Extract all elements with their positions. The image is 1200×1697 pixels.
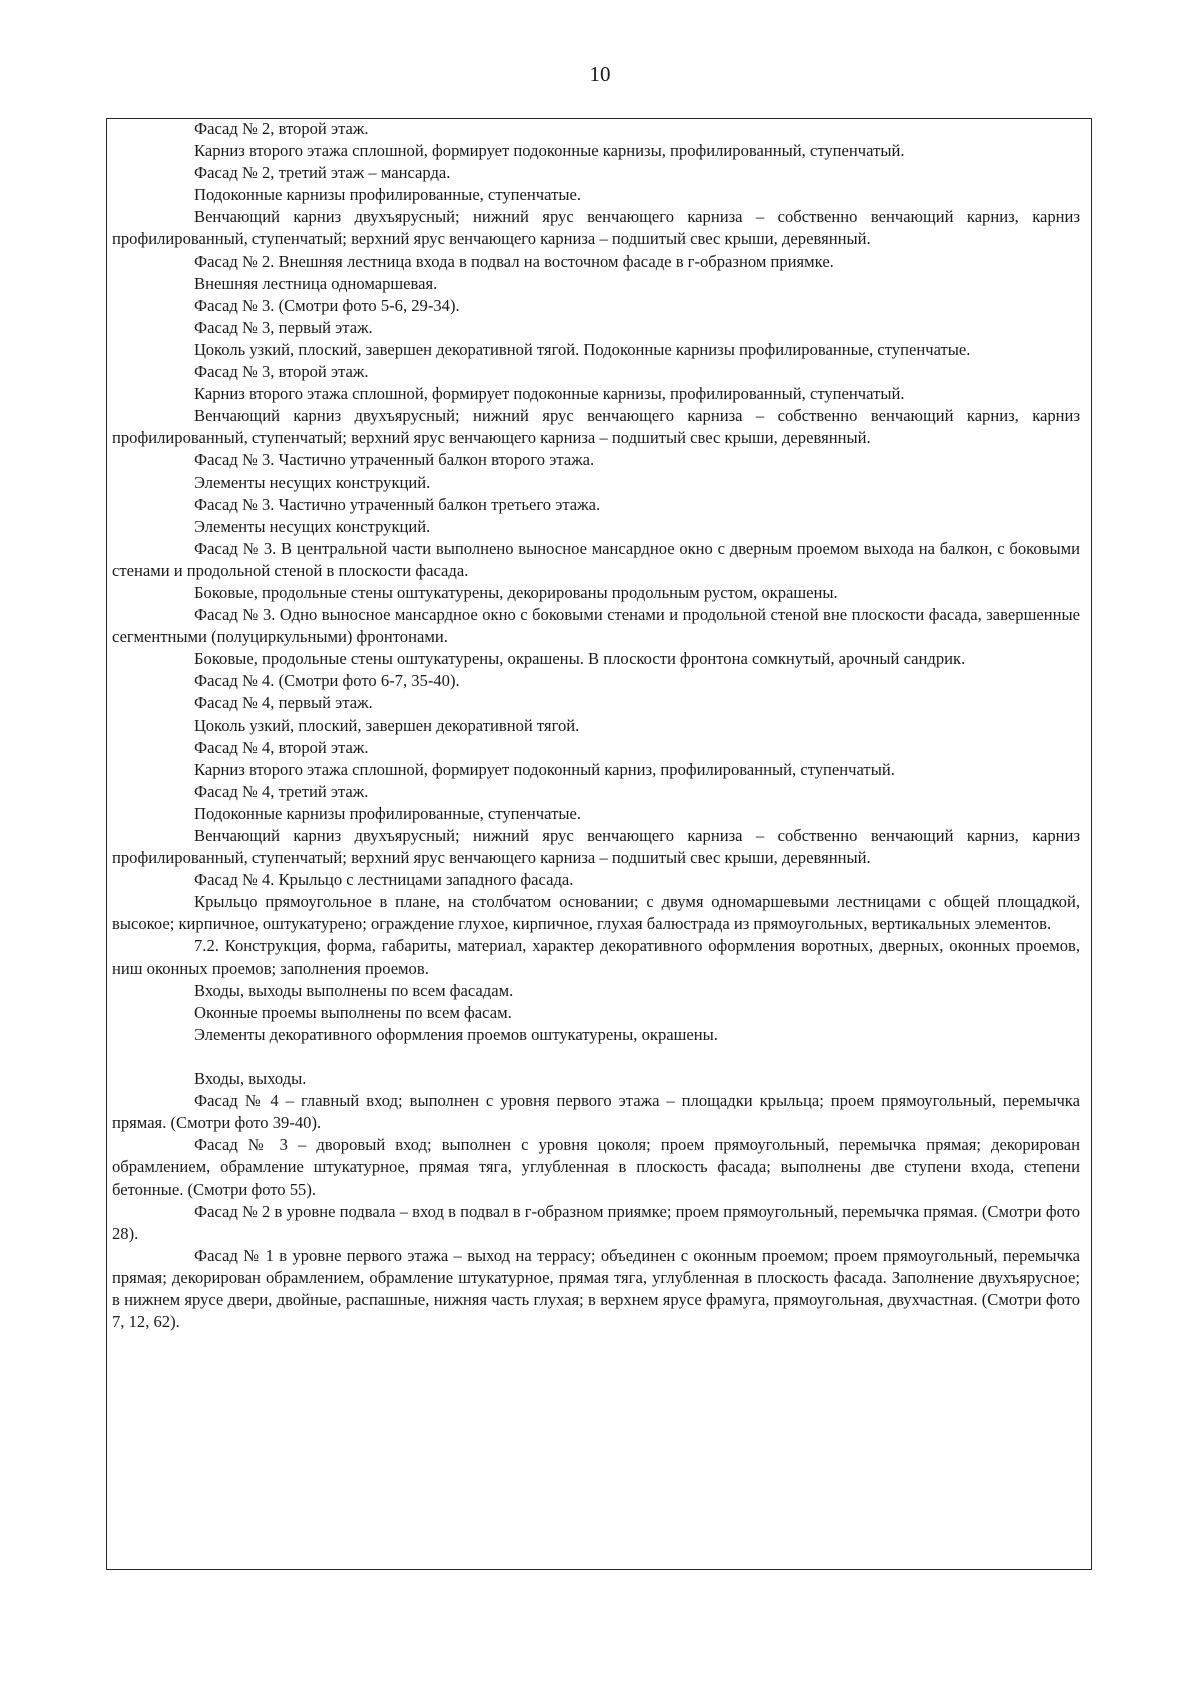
- paragraph: Боковые, продольные стены оштукатурены, декорированы продольным рустом, окрашены.: [194, 582, 838, 602]
- paragraph: Фасад № 4 – главный вход; выполнен с уровня первого этажа – площадки крыльца; проем прямоугольный, перемычка прямая. (Смотри фото 39-40).: [112, 1091, 1080, 1133]
- paragraph: Фасад № 4, первый этаж.: [194, 693, 373, 713]
- paragraph: Боковые, продольные стены оштукатурены, окрашены. В плоскости фронтона сомкнутый, арочный сандрик.: [194, 649, 966, 669]
- paragraph: Цоколь узкий, плоский, завершен декоративной тягой. Подоконные карнизы профилированные, ступенчатые.: [194, 339, 971, 359]
- paragraph: Фасад № 2. Внешняя лестница входа в подвал на восточном фасаде в г-образном приямке.: [194, 251, 834, 271]
- paragraph: Элементы несущих конструкций.: [194, 516, 431, 536]
- paragraph: Фасад № 4. Крыльцо с лестницами западного фасада.: [194, 870, 574, 890]
- paragraph: Фасад № 1 в уровне первого этажа – выход на террасу; объединен с оконным проемом; проем прямоугольный, перемычка прямая; декорирован обрамлением, обрамление штукатурное, прямая тяга, углубленная в плоскость фасада. Заполнение двухъярусное; в нижнем ярусе двери, двойные, распашные, нижняя часть глухая; в верхнем ярусе фрамуга, прямоугольная, двухчастная. (Смотри фото 7, 12, 62).: [112, 1245, 1080, 1332]
- paragraph: Фасад № 3. Частично утраченный балкон третьего этажа.: [194, 494, 601, 514]
- paragraph: Фасад № 3 – дворовый вход; выполнен с уровня цоколя; проем прямоугольный, перемычка прямая; декорирован обрамлением, обрамление штукатурное, прямая тяга, углубленная в плоскость фасада; выполнены две ступени входа, степени бетонные. (Смотри фото 55).: [112, 1135, 1080, 1199]
- page-number: 10: [589, 62, 611, 86]
- paragraph: Фасад № 4, второй этаж.: [194, 737, 369, 757]
- paragraph: Венчающий карниз двухъярусный; нижний ярус венчающего карниза – собственно венчающий карниз, карниз профилированный, ступенчатый; верхний ярус венчающего карниза – подшитый свес крыши, деревянный.: [112, 207, 1080, 249]
- paragraph: Элементы декоративного оформления проемов оштукатурены, окрашены.: [194, 1024, 718, 1044]
- paragraph: Венчающий карниз двухъярусный; нижний ярус венчающего карниза – собственно венчающий карниз, карниз профилированный, ступенчатый; верхний ярус венчающего карниза – подшитый свес крыши, деревянный.: [112, 406, 1080, 448]
- paragraph: Карниз второго этажа сплошной, формирует подоконные карнизы, профилированный, ступенчатый.: [194, 384, 905, 404]
- paragraph: Фасад № 3, второй этаж.: [194, 362, 369, 382]
- paragraph: Фасад № 3. Частично утраченный балкон второго этажа.: [194, 450, 595, 470]
- paragraph: Крыльцо прямоугольное в плане, на столбчатом основании; с двумя одномаршевыми лестницами с общей площадкой, высокое; кирпичное, оштукатурено; ограждение глухое, кирпичное, глухая балюстрада из прямоугольных, вертикальных элементов.: [112, 892, 1080, 934]
- paragraph: Входы, выходы.: [194, 1069, 307, 1089]
- paragraph: Венчающий карниз двухъярусный; нижний ярус венчающего карниза – собственно венчающий карниз, карниз профилированный, ступенчатый; верхний ярус венчающего карниза – подшитый свес крыши, деревянный.: [112, 826, 1080, 868]
- paragraph: Фасад № 2, второй этаж.: [194, 119, 369, 138]
- paragraph: Карниз второго этажа сплошной, формирует подоконные карнизы, профилированный, ступенчатый.: [194, 141, 905, 161]
- paragraph: Фасад № 2 в уровне подвала – вход в подвал в г-образном приямке; проем прямоугольный, перемычка прямая. (Смотри фото 28).: [112, 1201, 1080, 1243]
- paragraph: Подоконные карнизы профилированные, ступенчатые.: [194, 803, 581, 823]
- paragraph: Фасад № 2, третий этаж – мансарда.: [194, 163, 451, 183]
- paragraph: Фасад № 3. (Смотри фото 5-6, 29-34).: [194, 295, 460, 315]
- paragraph: Фасад № 4. (Смотри фото 6-7, 35-40).: [194, 671, 460, 691]
- paragraph: Карниз второго этажа сплошной, формирует подоконный карниз, профилированный, ступенчатый.: [194, 759, 895, 779]
- document-body: [112, 118, 1080, 1333]
- paragraph: Фасад № 3. В центральной части выполнено выносное мансардное окно с дверным проемом выхода на балкон, с боковыми стенами и продольной стеной в плоскости фасада.: [112, 538, 1080, 580]
- paragraph: Входы, выходы выполнены по всем фасадам.: [194, 980, 514, 1000]
- paragraph: Фасад № 3. Одно выносное мансардное окно с боковыми стенами и продольной стеной вне плоскости фасада, завершенные сегментными (полуциркульными) фронтонами.: [112, 605, 1080, 647]
- paragraph: Цоколь узкий, плоский, завершен декоративной тягой.: [194, 715, 580, 735]
- paragraph: Внешняя лестница одномаршевая.: [194, 273, 438, 293]
- blank-line: [112, 1046, 1080, 1068]
- paragraph: Фасад № 4, третий этаж.: [194, 781, 369, 801]
- paragraph: Оконные проемы выполнены по всем фасам.: [194, 1002, 512, 1022]
- paragraph: 7.2. Конструкция, форма, габариты, материал, характер декоративного оформления воротных, дверных, оконных проемов, ниш оконных проемов; заполнения проемов.: [112, 936, 1080, 978]
- paragraph: Подоконные карнизы профилированные, ступенчатые.: [194, 185, 581, 205]
- paragraph: Фасад № 3, первый этаж.: [194, 317, 373, 337]
- paragraph: Элементы несущих конструкций.: [194, 472, 431, 492]
